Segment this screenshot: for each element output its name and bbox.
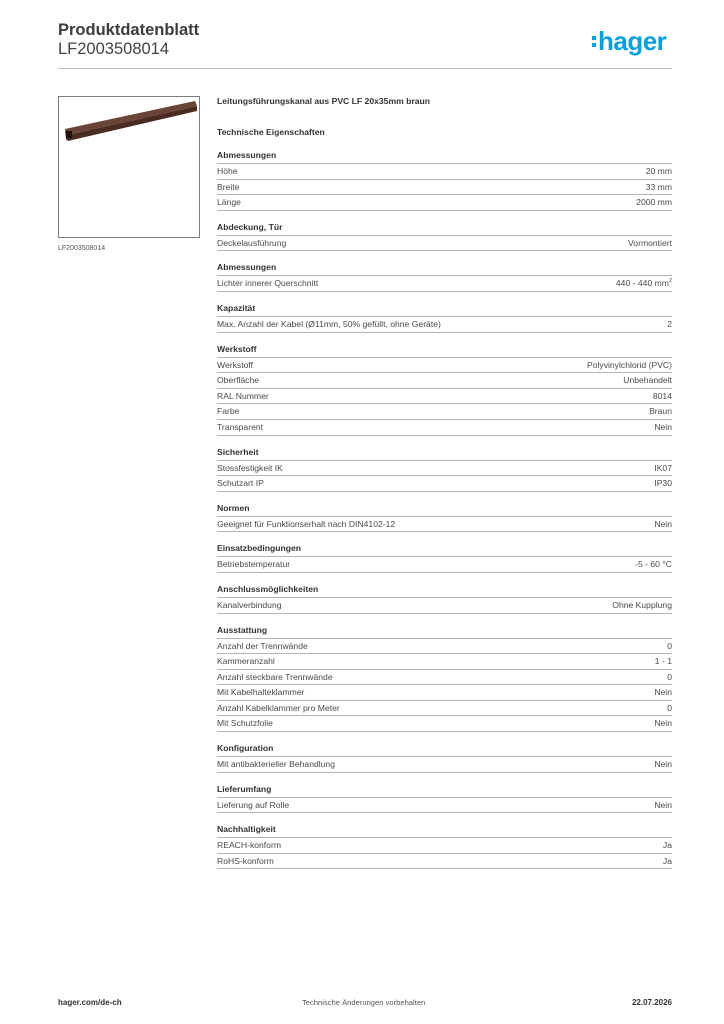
- spec-label: Kanalverbindung: [217, 599, 282, 610]
- spec-row: [217, 358, 672, 374]
- spec-row: [217, 461, 672, 477]
- spec-label: Transparent: [217, 421, 264, 432]
- spec-section: [217, 582, 672, 614]
- spec-value: [646, 180, 672, 195]
- spec-row: [217, 317, 672, 333]
- spec-value-text: 2: [667, 318, 672, 329]
- spec-value: [649, 404, 672, 419]
- spec-section: [217, 822, 672, 869]
- section-title: Nachhaltigkeit: [217, 822, 672, 838]
- spec-value-text: -5 - 60 °C: [635, 559, 672, 570]
- spec-value-text: 0: [667, 702, 672, 713]
- spec-value-text: 0: [667, 671, 672, 682]
- spec-label: Anzahl Kabelklammer pro Meter: [217, 702, 340, 713]
- spec-section: [217, 148, 672, 211]
- spec-value-text: Nein: [654, 759, 672, 770]
- section-title: Lieferumfang: [217, 782, 672, 798]
- spec-value-text: Braun: [649, 406, 672, 417]
- spec-label: Kammeranzahl: [217, 656, 275, 667]
- spec-label: RoHS-konform: [217, 855, 274, 866]
- footer-disclaimer: Technische Änderungen vorbehalten: [302, 998, 426, 1007]
- spec-row: [217, 404, 672, 420]
- spec-value-superscript: 2: [668, 278, 672, 285]
- spec-value-text: Ja: [662, 840, 672, 851]
- section-title: Kapazität: [217, 301, 672, 317]
- spec-value: [636, 195, 672, 210]
- product-name: Leitungsführungskanal aus PVC LF 20x35mm braun: [217, 96, 430, 106]
- spec-label: REACH-konform: [217, 840, 281, 851]
- spec-value: [616, 276, 672, 291]
- header-divider: [58, 68, 672, 69]
- spec-value: [628, 236, 672, 251]
- spec-row: [217, 373, 672, 389]
- spec-value: [667, 670, 672, 685]
- spec-value: [654, 798, 672, 813]
- spec-label: Anzahl steckbare Trennwände: [217, 671, 333, 682]
- spec-value: [653, 389, 672, 404]
- spec-label: Stossfestigkeit IK: [217, 462, 283, 473]
- spec-value: [667, 639, 672, 654]
- spec-section: [217, 782, 672, 814]
- spec-value-text: Nein: [654, 518, 672, 529]
- spec-row: [217, 654, 672, 670]
- spec-section: [217, 260, 672, 292]
- section-title: Abdeckung, Tür: [217, 220, 672, 236]
- spec-row: [217, 164, 672, 180]
- section-title: Abmessungen: [217, 260, 672, 276]
- spec-value: [612, 598, 672, 613]
- image-caption: LF2003508014: [58, 245, 106, 252]
- footer-website-link[interactable]: hager.com/de-ch: [58, 998, 122, 1007]
- spec-value: [663, 838, 672, 853]
- spec-value: [654, 517, 672, 532]
- spec-value-text: Nein: [654, 421, 672, 432]
- spec-value: [654, 685, 672, 700]
- spec-value-text: 20 mm: [645, 166, 672, 176]
- spec-section: [217, 220, 672, 252]
- spec-value-text: 0: [667, 640, 672, 651]
- spec-label: Mit Schutzfolie: [217, 718, 273, 729]
- spec-row: [217, 757, 672, 773]
- section-title: Normen: [217, 501, 672, 517]
- spec-row: [217, 639, 672, 655]
- spec-row: [217, 670, 672, 686]
- spec-value: [667, 317, 672, 332]
- spec-value-text: Polyvinylchlorid (PVC): [586, 359, 672, 370]
- section-title: Konfiguration: [217, 741, 672, 757]
- spec-row: [217, 195, 672, 211]
- spec-value: [654, 757, 672, 772]
- spec-row: [217, 854, 672, 870]
- spec-section: [217, 301, 672, 333]
- spec-section: [217, 541, 672, 573]
- spec-label: Länge: [217, 197, 241, 208]
- spec-value: [635, 557, 672, 572]
- spec-value: [654, 420, 672, 435]
- spec-value: [587, 358, 672, 373]
- spec-label: Mit antibakterieller Behandlung: [217, 759, 335, 770]
- spec-value-text: 440 - 440 mm: [615, 278, 669, 289]
- product-image: [58, 96, 200, 238]
- spec-value: [655, 654, 672, 669]
- spec-label: Betriebstemperatur: [217, 559, 291, 570]
- spec-row: [217, 420, 672, 436]
- spec-row: [217, 716, 672, 732]
- spec-value-text: 8014: [652, 390, 672, 401]
- page-title: Produktdatenblatt: [58, 21, 200, 39]
- spec-section: [217, 741, 672, 773]
- spec-value-text: Nein: [654, 799, 672, 810]
- spec-label: Max. Anzahl der Kabel (Ø11mm, 50% gefüllt, ohne Geräte): [217, 318, 441, 329]
- spec-value-text: Vormontiert: [628, 237, 672, 248]
- spec-label: Werkstoff: [217, 359, 253, 370]
- spec-row: [217, 389, 672, 405]
- spec-value-text: Nein: [654, 718, 672, 729]
- spec-value: [654, 716, 672, 731]
- spec-row: [217, 685, 672, 701]
- spec-row: [217, 476, 672, 492]
- spec-label: Breite: [217, 181, 240, 192]
- spec-sections: [217, 148, 672, 869]
- spec-value: [654, 461, 672, 476]
- spec-value-text: 1 - 1: [654, 656, 672, 667]
- spec-row: [217, 517, 672, 533]
- spec-label: Oberfläche: [217, 375, 260, 386]
- logo-text: hager: [598, 25, 667, 56]
- section-title: Einsatzbedingungen: [217, 541, 672, 557]
- section-title: Werkstoff: [217, 342, 672, 358]
- tech-heading: Technische Eigenschaften: [217, 127, 325, 137]
- spec-value-text: 2000 mm: [636, 197, 672, 208]
- spec-value: [663, 854, 672, 869]
- section-title: Sicherheit: [217, 445, 672, 461]
- spec-row: [217, 838, 672, 854]
- spec-value-text: Nein: [654, 687, 672, 698]
- spec-section: [217, 445, 672, 492]
- cable-duct-icon: [59, 97, 199, 237]
- spec-value: [646, 164, 672, 179]
- section-title: Abmessungen: [217, 148, 672, 164]
- spec-label: Deckelausführung: [217, 237, 287, 248]
- section-title: Anschlussmöglichkeiten: [217, 582, 672, 598]
- article-number: LF2003508014: [58, 40, 170, 58]
- spec-label: Mit Kabelhalteklammer: [217, 687, 305, 698]
- spec-row: [217, 276, 672, 292]
- footer-date: 22.07.2026: [631, 998, 672, 1007]
- spec-value: [623, 373, 672, 388]
- spec-value-text: IK07: [654, 462, 672, 473]
- spec-section: [217, 501, 672, 533]
- spec-row: [217, 236, 672, 252]
- spec-label: Lieferung auf Rolle: [217, 799, 290, 810]
- spec-value: [667, 701, 672, 716]
- spec-value-text: 33 mm: [645, 181, 672, 192]
- spec-section: [217, 342, 672, 436]
- spec-value-text: Ohne Kupplung: [612, 599, 672, 610]
- spec-label: Anzahl der Trennwände: [217, 640, 308, 651]
- spec-row: [217, 598, 672, 614]
- spec-row: [217, 701, 672, 717]
- spec-row: [217, 180, 672, 196]
- spec-table: [217, 94, 672, 869]
- spec-value-text: IP30: [654, 478, 672, 489]
- spec-row: [217, 798, 672, 814]
- spec-label: Farbe: [217, 406, 240, 417]
- spec-row: [217, 557, 672, 573]
- spec-value: [654, 476, 672, 491]
- hager-logo: [592, 26, 666, 56]
- spec-label: Lichter innerer Querschnitt: [217, 278, 319, 289]
- spec-value-text: Ja: [662, 855, 672, 866]
- logo-colon-icon: [592, 36, 596, 47]
- spec-value-text: Unbehandelt: [623, 375, 672, 386]
- spec-label: RAL Nummer: [217, 390, 269, 401]
- spec-section: [217, 623, 672, 733]
- spec-label: Schutzart IP: [217, 478, 264, 489]
- spec-label: Höhe: [217, 166, 238, 176]
- spec-label: Geeignet für Funktionserhalt nach DIN4102-12: [217, 518, 396, 529]
- section-title: Ausstattung: [217, 623, 672, 639]
